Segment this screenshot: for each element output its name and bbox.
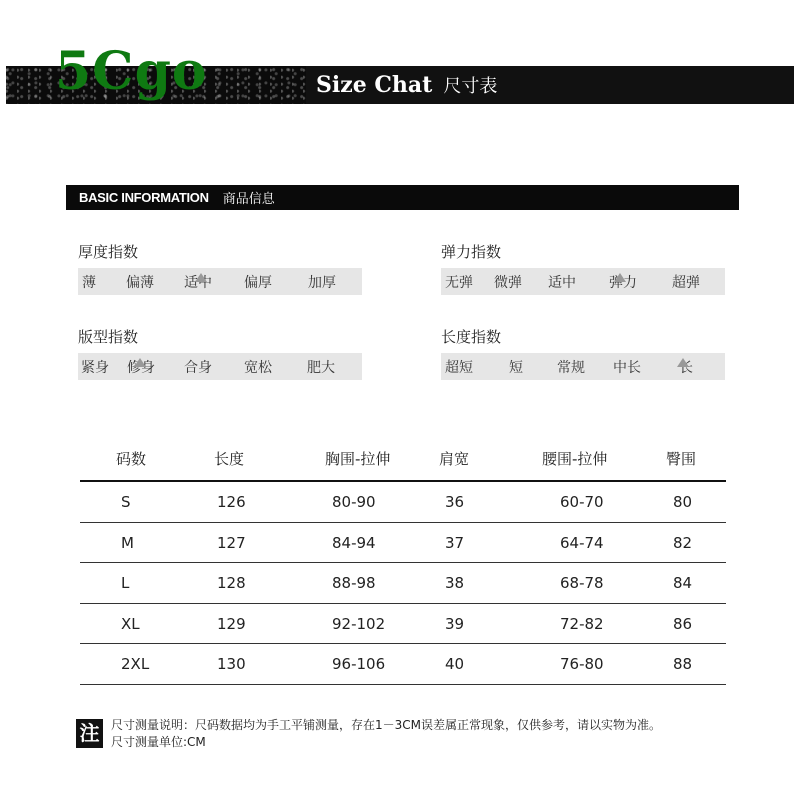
table-header-cell: 胸围-拉伸: [325, 450, 391, 468]
table-row: [80, 523, 726, 564]
table-cell: 64-74: [560, 533, 604, 552]
banner-title: [316, 70, 497, 100]
index-option: 偏薄: [126, 275, 154, 291]
note-text: 尺寸测量说明：尺码数据均为手工平铺测量，存在1－3CM误差属正常现象，仅供参考，请以实物为准。: [111, 718, 662, 732]
table-cell: 36: [445, 493, 465, 511]
table-header-cell: 肩宽: [439, 450, 470, 468]
table-cell: 80: [673, 493, 693, 511]
table-cell: 129: [217, 614, 246, 633]
index-option: 偏厚: [244, 275, 272, 291]
table-cell: 96-106: [332, 655, 386, 673]
table-header-cell: 码数: [116, 450, 147, 468]
index-option: 微弹: [494, 275, 522, 291]
table-row: [80, 604, 726, 645]
selected-marker-icon: [677, 358, 689, 367]
table-cell: 88: [673, 655, 693, 673]
index-option: 常规: [557, 360, 585, 376]
table-row: [80, 644, 726, 685]
banner-title-en: Size Chat: [316, 72, 433, 98]
table-cell: XL: [121, 614, 140, 633]
index-scale: [441, 268, 725, 295]
table-cell: 127: [217, 533, 246, 552]
table-cell: 37: [445, 533, 465, 552]
size-table: [80, 440, 726, 685]
table-cell: 126: [217, 493, 246, 511]
index-option: 肥大: [307, 360, 335, 376]
table-cell: 38: [445, 574, 465, 592]
brand-logo: 5Cgo: [55, 41, 208, 102]
table-cell: 128: [217, 574, 246, 592]
selected-marker-icon: [195, 273, 207, 282]
thickness-index: [78, 242, 362, 295]
table-header-cell: 臀围: [666, 450, 697, 468]
selected-marker-icon: [614, 273, 626, 282]
index-scale: [78, 268, 362, 295]
table-cell: 2XL: [121, 655, 150, 673]
table-cell: 80-90: [332, 493, 376, 511]
index-title: 长度指数: [441, 328, 502, 346]
table-cell: M: [121, 533, 134, 552]
table-cell: 88-98: [332, 574, 376, 592]
index-option: 中长: [613, 360, 641, 376]
index-option: 紧身: [81, 360, 109, 376]
index-option: 弹力: [609, 275, 637, 291]
note-badge: 注: [76, 719, 103, 748]
table-cell: 130: [217, 655, 246, 673]
index-option: 适中: [184, 275, 212, 291]
table-cell: S: [121, 493, 131, 511]
index-option: 长: [679, 360, 693, 376]
basic-info-label-en: BASIC INFORMATION: [79, 190, 209, 205]
index-option: 短: [509, 360, 523, 376]
elasticity-index: [441, 242, 725, 295]
index-title: 弹力指数: [441, 243, 502, 261]
table-cell: 76-80: [560, 655, 604, 673]
fit-index: [78, 327, 362, 380]
length-index: [441, 327, 725, 380]
table-cell: 72-82: [560, 614, 604, 633]
table-cell: L: [121, 574, 130, 592]
index-scale: [78, 353, 362, 380]
table-cell: 84: [673, 574, 693, 592]
selected-marker-icon: [134, 358, 146, 367]
table-row: [80, 482, 726, 523]
table-header-cell: 长度: [214, 450, 245, 468]
table-cell: 82: [673, 533, 693, 552]
index-title: 版型指数: [78, 328, 139, 346]
note-unit: 尺寸测量单位:CM: [111, 735, 206, 749]
table-cell: 60-70: [560, 493, 604, 511]
index-title: 厚度指数: [78, 243, 139, 261]
index-option: 无弹: [445, 275, 473, 291]
index-option: 超短: [445, 360, 473, 376]
banner-title-cn: 尺寸表: [443, 76, 498, 97]
index-option: 薄: [82, 275, 96, 291]
basic-info-bar: [66, 185, 739, 210]
index-option: 修身: [127, 360, 155, 376]
table-row: [80, 563, 726, 604]
index-option: 超弹: [672, 275, 700, 291]
basic-info-label-cn: 商品信息: [222, 192, 275, 207]
index-option: 加厚: [308, 275, 336, 291]
table-header-cell: 腰围-拉伸: [542, 450, 608, 468]
index-option: 合身: [184, 360, 212, 376]
table-header: [80, 440, 726, 482]
table-cell: 86: [673, 614, 693, 633]
table-cell: 40: [445, 655, 465, 673]
table-cell: 84-94: [332, 533, 376, 552]
table-cell: 39: [445, 614, 465, 633]
table-cell: 68-78: [560, 574, 604, 592]
index-option: 宽松: [244, 360, 272, 376]
table-cell: 92-102: [332, 614, 386, 633]
index-option: 适中: [548, 275, 576, 291]
